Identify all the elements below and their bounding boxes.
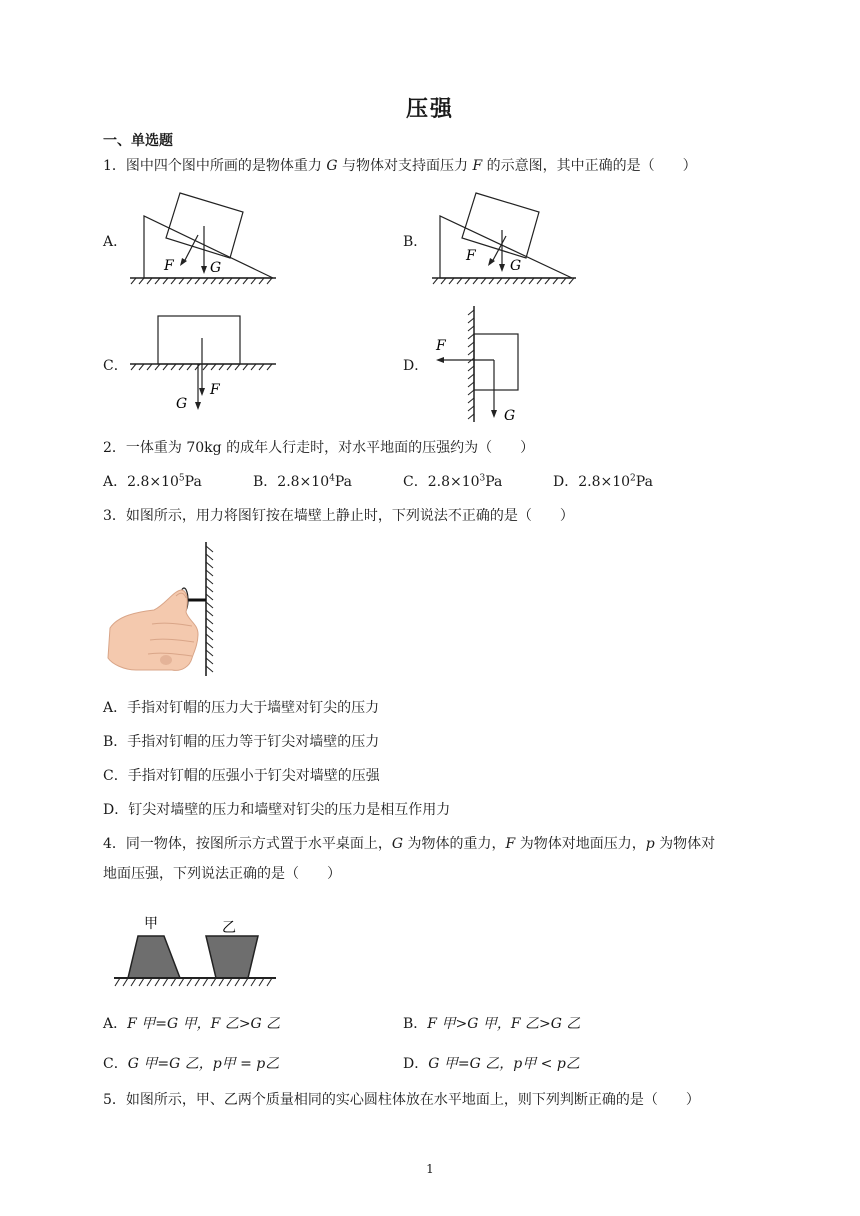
q3-option-c[interactable]: C．手指对钉帽的压强小于钉尖对墙壁的压强 (103, 768, 380, 784)
q2a-exp: 5 (178, 473, 185, 484)
q2c-unit: Pa (485, 474, 503, 490)
section-heading: 一、单选题 (103, 133, 173, 149)
q4-option-d[interactable] (403, 1054, 580, 1074)
q1a-f-label: F (164, 258, 174, 274)
q4d-text: G 甲=G 乙，p甲 < p乙 (428, 1056, 580, 1072)
q4-symbol-p: p (645, 836, 655, 852)
q4c-label: C． (103, 1056, 128, 1072)
q1a-g-label: G (210, 260, 222, 276)
q1-option-d-label[interactable]: D． (403, 358, 429, 374)
q4c-text: G 甲=G 乙，p甲 = p乙 (127, 1056, 280, 1072)
q2d-unit: Pa (635, 474, 653, 490)
q2d-exp: 2 (630, 473, 636, 484)
question-4-stem-line1 (103, 834, 715, 854)
q4a-text: F 甲=G 甲，F 乙>G 乙 (127, 1016, 281, 1032)
q2c-exp: 3 (479, 473, 486, 484)
q1c-g-label: G (176, 396, 188, 412)
q4-text-c: 为物体对 (654, 836, 716, 852)
q1-diagram-c (128, 308, 278, 414)
q1-symbol-g: G (326, 158, 338, 174)
q4-text-b: 为物体对地面压力， (515, 836, 646, 852)
q2b-base: B．2.8×10 (253, 474, 330, 490)
q1d-f-label: F (436, 338, 446, 354)
question-5-stem: 5．如图所示，甲、乙两个质量相同的实心圆柱体放在水平地面上，则下列判断正确的是（ ） (103, 1092, 700, 1108)
q1c-f-label: F (210, 382, 220, 398)
q4-text-pre: 4．同一物体，按图所示方式置于水平桌面上， (103, 836, 392, 852)
page-title: 压强 (405, 97, 454, 122)
q2b-unit: Pa (334, 474, 352, 490)
q4-symbol-f: F (505, 836, 516, 852)
q4-text-a: 为物体的重力， (403, 836, 506, 852)
q2-option-b[interactable] (253, 472, 352, 492)
q2b-exp: 4 (329, 473, 335, 484)
q4-label-yi: 乙 (222, 920, 236, 936)
q1-text-pre: 1．图中四个图中所画的是物体重力 (103, 158, 327, 174)
q3-thumbtack-illustration (106, 540, 218, 680)
q1-symbol-f: F (472, 158, 483, 174)
q1b-g-label: G (510, 258, 522, 274)
q1-text-mid: 与物体对支持面压力 (337, 158, 473, 174)
q4-option-b[interactable] (403, 1014, 580, 1034)
q1-option-c-label[interactable]: C． (103, 358, 128, 374)
q4-label-jia: 甲 (144, 916, 158, 932)
question-2-stem: 2．一体重为 70kg 的成年人行走时，对水平地面的压强约为（ ） (103, 440, 535, 456)
q2d-base: D．2.8×10 (553, 474, 631, 490)
q4-option-c[interactable] (103, 1054, 279, 1074)
q2-option-d[interactable] (553, 472, 653, 492)
q4b-text: F 甲>G 甲，F 乙>G 乙 (427, 1016, 581, 1032)
q1-diagram-b (430, 188, 580, 288)
q4-symbol-g: G (391, 836, 404, 852)
q4b-label: B． (403, 1016, 428, 1032)
q1b-f-label: F (466, 248, 476, 264)
q1-diagram-d (428, 304, 528, 426)
q3-option-a[interactable]: A．手指对钉帽的压力大于墙壁对钉尖的压力 (103, 700, 380, 716)
q2c-base: C．2.8×10 (403, 474, 480, 490)
q3-option-d[interactable]: D．钉尖对墙壁的压力和墙壁对钉尖的压力是相互作用力 (103, 802, 451, 818)
q2-option-a[interactable] (103, 472, 202, 492)
q1d-g-label: G (504, 408, 516, 424)
q1-diagram-a (128, 188, 278, 288)
q1-option-b-label[interactable]: B． (403, 234, 428, 250)
page-number: 1 (426, 1162, 434, 1176)
q4a-label: A． (103, 1016, 128, 1032)
q3-option-b[interactable]: B．手指对钉帽的压力等于钉尖对墙壁的压力 (103, 734, 380, 750)
q4-option-a[interactable] (103, 1014, 280, 1034)
q2a-base: A．2.8×10 (103, 474, 179, 490)
q2-option-c[interactable] (403, 472, 502, 492)
q2a-unit: Pa (184, 474, 202, 490)
q1-text-post: 的示意图，其中正确的是（ ） (482, 158, 697, 174)
question-4-stem-line2: 地面压强，下列说法正确的是（ ） (103, 866, 341, 882)
q4d-label: D． (403, 1056, 429, 1072)
question-3-stem: 3．如图所示，用力将图钉按在墙壁上静止时，下列说法不正确的是（ ） (103, 508, 574, 524)
question-1-stem (103, 156, 697, 176)
q1-option-a-label[interactable]: A． (103, 234, 128, 250)
q4-frustum-diagram (112, 908, 278, 996)
